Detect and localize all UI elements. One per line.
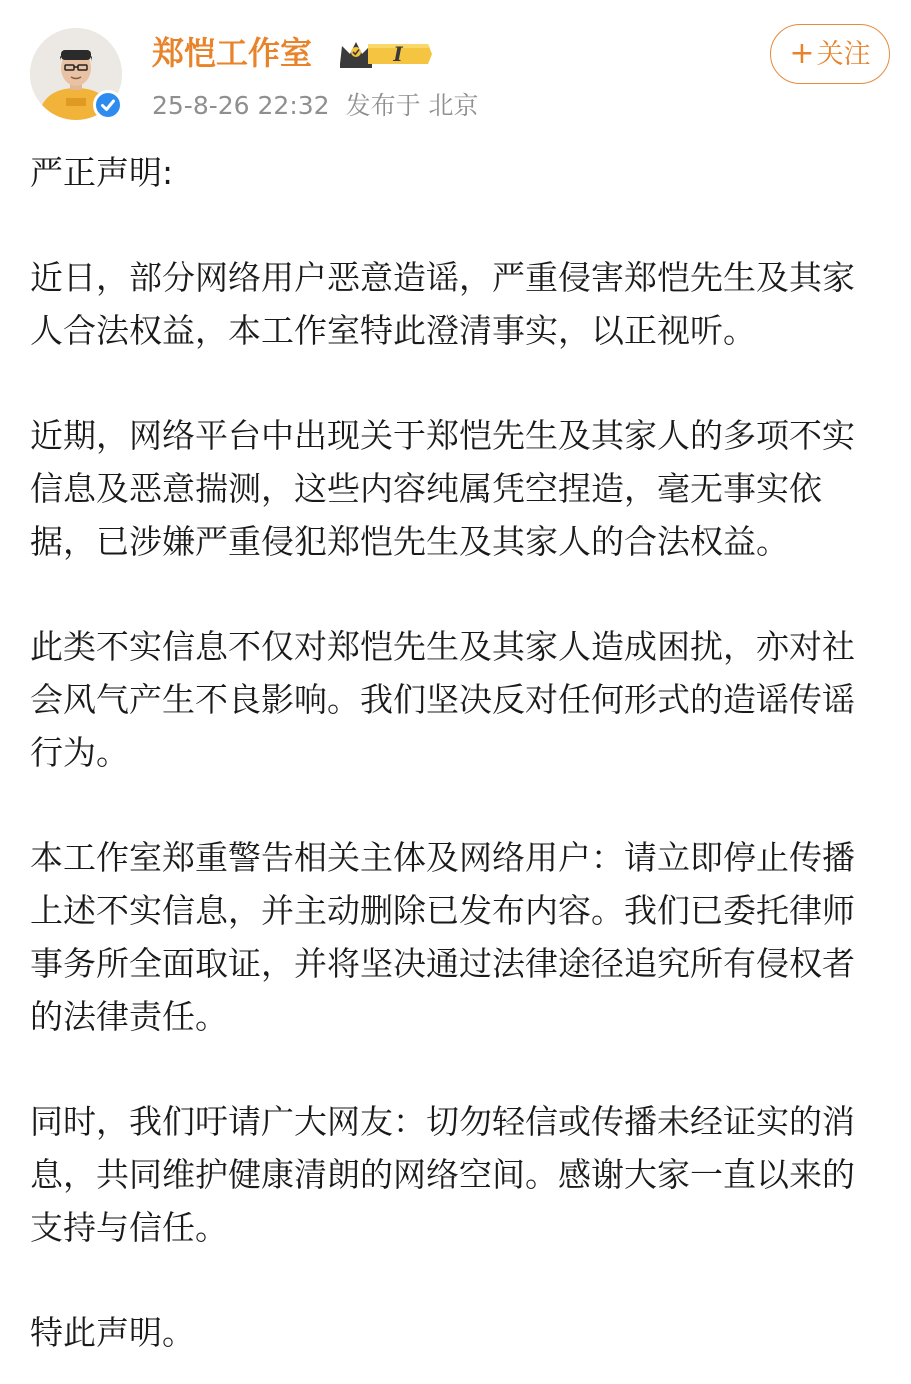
level-badge-text: I [393, 42, 403, 66]
follow-button[interactable] [770, 24, 890, 84]
post-paragraph: 本工作室郑重警告相关主体及网络用户：请立即停止传播上述不实信息，并主动删除已发布内容。我们已委托律师事务所全面取证，并将坚决通过法律途径追究所有侵权者的法律责任。 [30, 838, 855, 1036]
post-meta [152, 88, 495, 124]
post-paragraph: 特此声明。 [30, 1313, 195, 1352]
follow-label: 关注 [816, 39, 871, 70]
post-paragraph: 此类不实信息不仅对郑恺先生及其家人造成困扰，亦对社会风气产生不良影响。我们坚决反对任何形式的造谣传谣行为。 [30, 627, 855, 772]
crown-level-badge-icon[interactable] [338, 36, 434, 72]
post-paragraph: 近日，部分网络用户恶意造谣，严重侵害郑恺先生及其家人合法权益，本工作室特此澄清事实，以正视听。 [30, 258, 855, 350]
plus-icon: + [789, 36, 815, 71]
post-body [30, 146, 882, 1359]
post-paragraph: 近期，网络平台中出现关于郑恺先生及其家人的多项不实信息及恶意揣测，这些内容纯属凭空捏造，毫无事实依据，已涉嫌严重侵犯郑恺先生及其家人的合法权益。 [30, 416, 855, 561]
post-paragraph: 严正声明: [30, 153, 174, 192]
author-name[interactable]: 郑恺工作室 [152, 34, 313, 72]
post-paragraph: 同时，我们吁请广大网友：切勿轻信或传播未经证实的消息，共同维护健康清朗的网络空间。感谢大家一直以来的支持与信任。 [30, 1102, 855, 1247]
post-location: 发布于 北京 [345, 91, 479, 120]
verified-check-icon [93, 90, 123, 120]
post-header [0, 0, 911, 140]
post-time: 25-8-26 22:32 [152, 91, 330, 120]
